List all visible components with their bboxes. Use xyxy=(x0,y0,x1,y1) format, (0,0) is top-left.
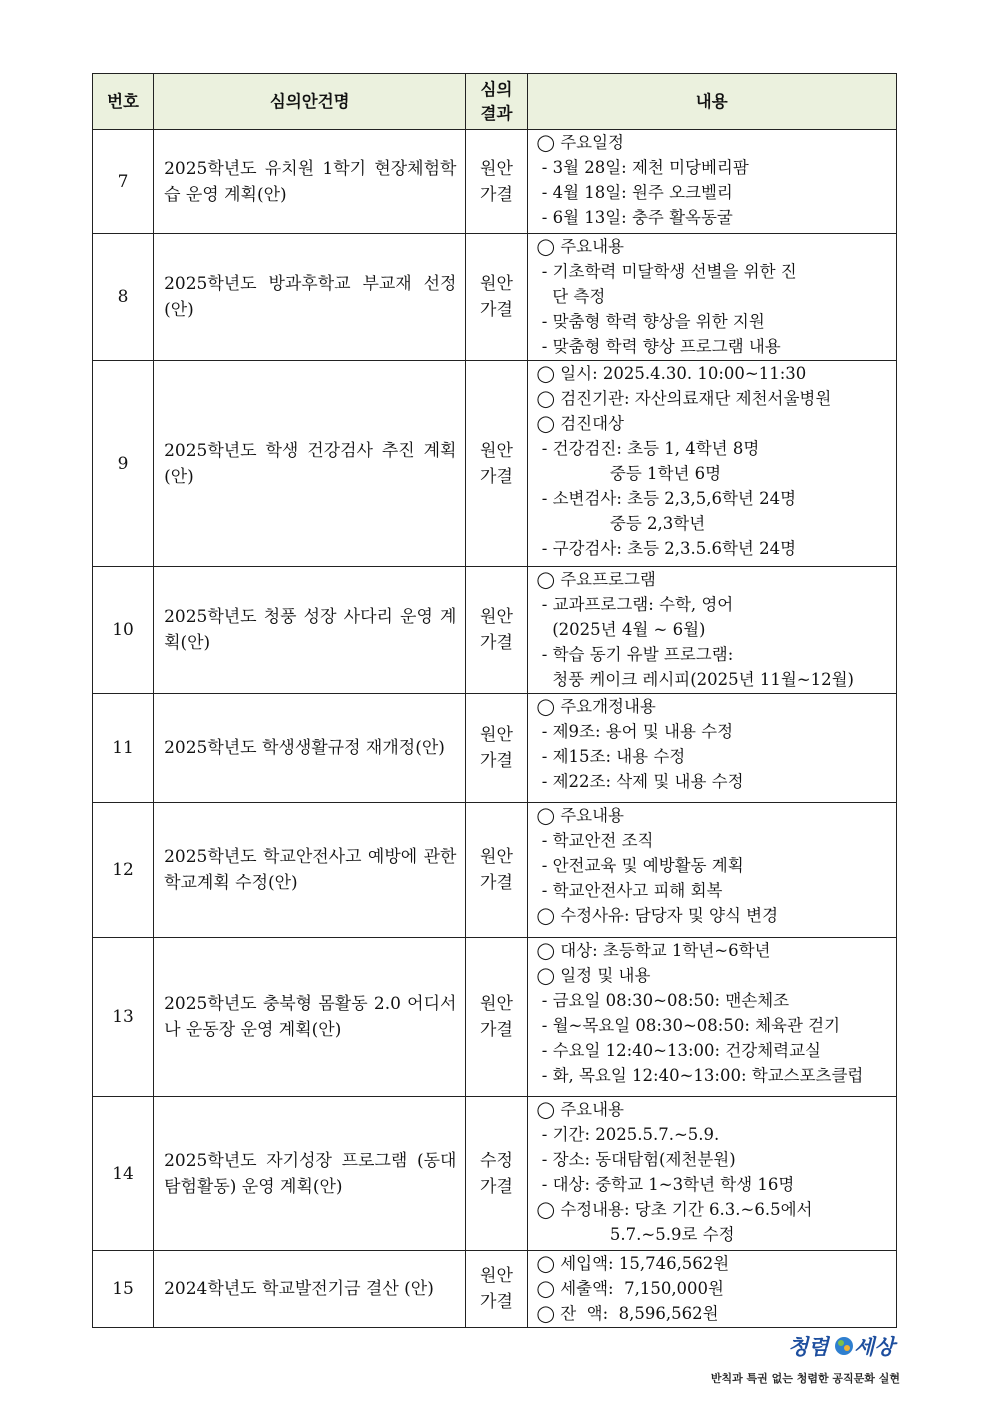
row-content xyxy=(527,803,897,938)
agenda-row xyxy=(93,567,897,694)
agenda-row xyxy=(93,130,897,234)
header-no: 번호 xyxy=(93,74,154,130)
content-line: 중등 1학년 6명 xyxy=(536,464,722,483)
content-line: - 건강검진: 초등 1, 4학년 8명 xyxy=(536,439,760,458)
row-result-line2: 가결 xyxy=(480,1292,513,1312)
content-line: ◯ 수정내용: 당초 기간 6.3.~6.5에서 xyxy=(536,1200,813,1219)
content-line: ◯ 잔 액: 8,596,562원 xyxy=(536,1304,719,1323)
content-line: - 대상: 중학교 1~3학년 학생 16명 xyxy=(536,1175,795,1194)
content-line: - 학교안전 조직 xyxy=(536,831,654,850)
content-line: ◯ 일정 및 내용 xyxy=(536,966,651,985)
content-line: 청풍 케이크 레시피(2025년 11월~12월) xyxy=(536,670,854,689)
header-content: 내용 xyxy=(527,74,897,130)
row-result-line1: 원안 xyxy=(480,607,513,627)
row-result-line1: 원안 xyxy=(480,1266,513,1286)
row-title: 2025학년도 자기성장 프로그램 (동대탐험활동) 운영 계획(안) xyxy=(154,1097,466,1251)
content-line: - 6월 13일: 충주 활옥동굴 xyxy=(536,208,733,227)
content-line: - 기초학력 미달학생 선별을 위한 진 xyxy=(536,262,797,281)
row-result-line1: 원안 xyxy=(480,725,513,745)
header-result-line2: 결과 xyxy=(480,103,513,123)
content-line: ◯ 세입액: 15,746,562원 xyxy=(536,1254,730,1273)
row-result xyxy=(466,803,527,938)
row-title: 2025학년도 유치원 1학기 현장체험학습 운영 계획(안) xyxy=(154,130,466,234)
agenda-row xyxy=(93,234,897,361)
content-line: - 구강검사: 초등 2,3.5.6학년 24명 xyxy=(536,539,797,558)
row-number: 7 xyxy=(93,130,154,234)
row-number: 15 xyxy=(93,1251,154,1328)
row-result xyxy=(466,361,527,567)
row-result xyxy=(466,1251,527,1328)
row-result xyxy=(466,234,527,361)
content-line: (2025년 4월 ~ 6월) xyxy=(536,620,706,639)
row-number: 9 xyxy=(93,361,154,567)
row-number: 14 xyxy=(93,1097,154,1251)
agenda-row xyxy=(93,1097,897,1251)
row-content xyxy=(527,1251,897,1328)
row-result-line2: 가결 xyxy=(480,1020,513,1040)
row-content xyxy=(527,361,897,567)
svg-text:세상: 세상 xyxy=(854,1335,895,1359)
row-result-line2: 가결 xyxy=(480,466,513,487)
row-result-line1: 원안 xyxy=(480,440,513,461)
content-line: ◯ 주요내용 xyxy=(536,806,624,825)
content-line: 단 측정 xyxy=(536,287,606,306)
content-line: ◯ 주요프로그램 xyxy=(536,570,656,589)
row-result-line2: 가결 xyxy=(480,873,513,893)
content-line: 5.7.~5.9로 수정 xyxy=(536,1225,735,1244)
agenda-table xyxy=(92,73,897,1328)
content-line: ◯ 일시: 2025.4.30. 10:00~11:30 xyxy=(536,364,807,383)
row-content xyxy=(527,938,897,1097)
content-line: ◯ 주요일정 xyxy=(536,133,624,152)
row-number: 8 xyxy=(93,234,154,361)
row-title: 2025학년도 청풍 성장 사다리 운영 계획(안) xyxy=(154,567,466,694)
row-content xyxy=(527,130,897,234)
row-result xyxy=(466,130,527,234)
row-result-line2: 가결 xyxy=(480,300,513,320)
row-content xyxy=(527,234,897,361)
content-line: - 금요일 08:30~08:50: 맨손체조 xyxy=(536,991,790,1010)
row-result-line1: 원안 xyxy=(480,994,513,1014)
content-line: - 학교안전사고 피해 회복 xyxy=(536,881,723,900)
row-title: 2025학년도 학생 건강검사 추진 계획(안) xyxy=(154,361,466,567)
row-result-line1: 원안 xyxy=(480,847,513,867)
footer-slogan: 반칙과 특권 없는 청렴한 공직문화 실현 xyxy=(710,1372,900,1385)
content-line: ◯ 대상: 초등학교 1학년~6학년 xyxy=(536,941,771,960)
row-result xyxy=(466,938,527,1097)
content-line: ◯ 주요내용 xyxy=(536,237,624,256)
header-row xyxy=(93,74,897,130)
content-line: ◯ 수정사유: 담당자 및 양식 변경 xyxy=(536,906,779,925)
row-result-line1: 수정 xyxy=(480,1150,513,1171)
content-line: - 학습 동기 유발 프로그램: xyxy=(536,645,734,664)
integrity-logo-graphic xyxy=(788,1330,900,1364)
row-result xyxy=(466,567,527,694)
row-result-line1: 원안 xyxy=(480,158,513,179)
content-line: - 제15조: 내용 수정 xyxy=(536,747,686,766)
row-result xyxy=(466,1097,527,1251)
row-content xyxy=(527,1097,897,1251)
content-line: - 3월 28일: 제천 미당베리팜 xyxy=(536,158,749,177)
content-line: - 제9조: 용어 및 내용 수정 xyxy=(536,722,734,741)
content-line: - 제22조: 삭제 및 내용 수정 xyxy=(536,772,744,791)
agenda-row xyxy=(93,361,897,567)
content-line: - 장소: 동대탐험(제천분원) xyxy=(536,1150,736,1169)
row-title: 2025학년도 방과후학교 부교재 선정(안) xyxy=(154,234,466,361)
content-line: - 수요일 12:40~13:00: 건강체력교실 xyxy=(536,1041,821,1060)
row-number: 12 xyxy=(93,803,154,938)
row-result xyxy=(466,694,527,803)
row-number: 11 xyxy=(93,694,154,803)
row-result-line2: 가결 xyxy=(480,633,513,653)
header-title: 심의안건명 xyxy=(154,74,466,130)
agenda-row xyxy=(93,694,897,803)
header-result-line1: 심의 xyxy=(480,79,513,99)
content-line: - 안전교육 및 예방활동 계획 xyxy=(536,856,744,875)
svg-text:청렴: 청렴 xyxy=(788,1335,829,1359)
row-content xyxy=(527,567,897,694)
content-line: ◯ 주요개정내용 xyxy=(536,697,656,716)
agenda-row xyxy=(93,803,897,938)
content-line: - 화, 목요일 12:40~13:00: 학교스포츠클럽 xyxy=(536,1066,864,1085)
row-number: 13 xyxy=(93,938,154,1097)
content-line: - 교과프로그램: 수학, 영어 xyxy=(536,595,734,614)
row-title: 2025학년도 학교안전사고 예방에 관한 학교계획 수정(안) xyxy=(154,803,466,938)
content-line: ◯ 세출액: 7,150,000원 xyxy=(536,1279,724,1298)
content-line: - 4월 18일: 원주 오크벨리 xyxy=(536,183,733,202)
content-line: 중등 2,3학년 xyxy=(536,514,706,533)
header-result xyxy=(466,74,527,130)
content-line: ◯ 검진대상 xyxy=(536,414,624,433)
row-result-line2: 가결 xyxy=(480,184,513,205)
integrity-logo xyxy=(788,1330,900,1364)
content-line: - 맞춤형 학력 향상을 위한 지원 xyxy=(536,312,765,331)
content-line: ◯ 검진기관: 자산의료재단 제천서울병원 xyxy=(536,389,832,408)
content-line: ◯ 주요내용 xyxy=(536,1100,624,1119)
row-content xyxy=(527,694,897,803)
content-line: - 월~목요일 08:30~08:50: 체육관 걷기 xyxy=(536,1016,841,1035)
row-result-line2: 가결 xyxy=(480,751,513,771)
row-result-line1: 원안 xyxy=(480,274,513,294)
row-title: 2025학년도 학생생활규정 재개정(안) xyxy=(154,694,466,803)
row-result-line2: 가결 xyxy=(480,1176,513,1197)
agenda-row xyxy=(93,1251,897,1328)
agenda-row xyxy=(93,938,897,1097)
row-number: 10 xyxy=(93,567,154,694)
content-line: - 소변검사: 초등 2,3,5,6학년 24명 xyxy=(536,489,797,508)
row-title: 2025학년도 충북형 몸활동 2.0 어디서나 운동장 운영 계획(안) xyxy=(154,938,466,1097)
content-line: - 기간: 2025.5.7.~5.9. xyxy=(536,1125,720,1144)
row-title: 2024학년도 학교발전기금 결산 (안) xyxy=(154,1251,466,1328)
content-line: - 맞춤형 학력 향상 프로그램 내용 xyxy=(536,337,781,356)
